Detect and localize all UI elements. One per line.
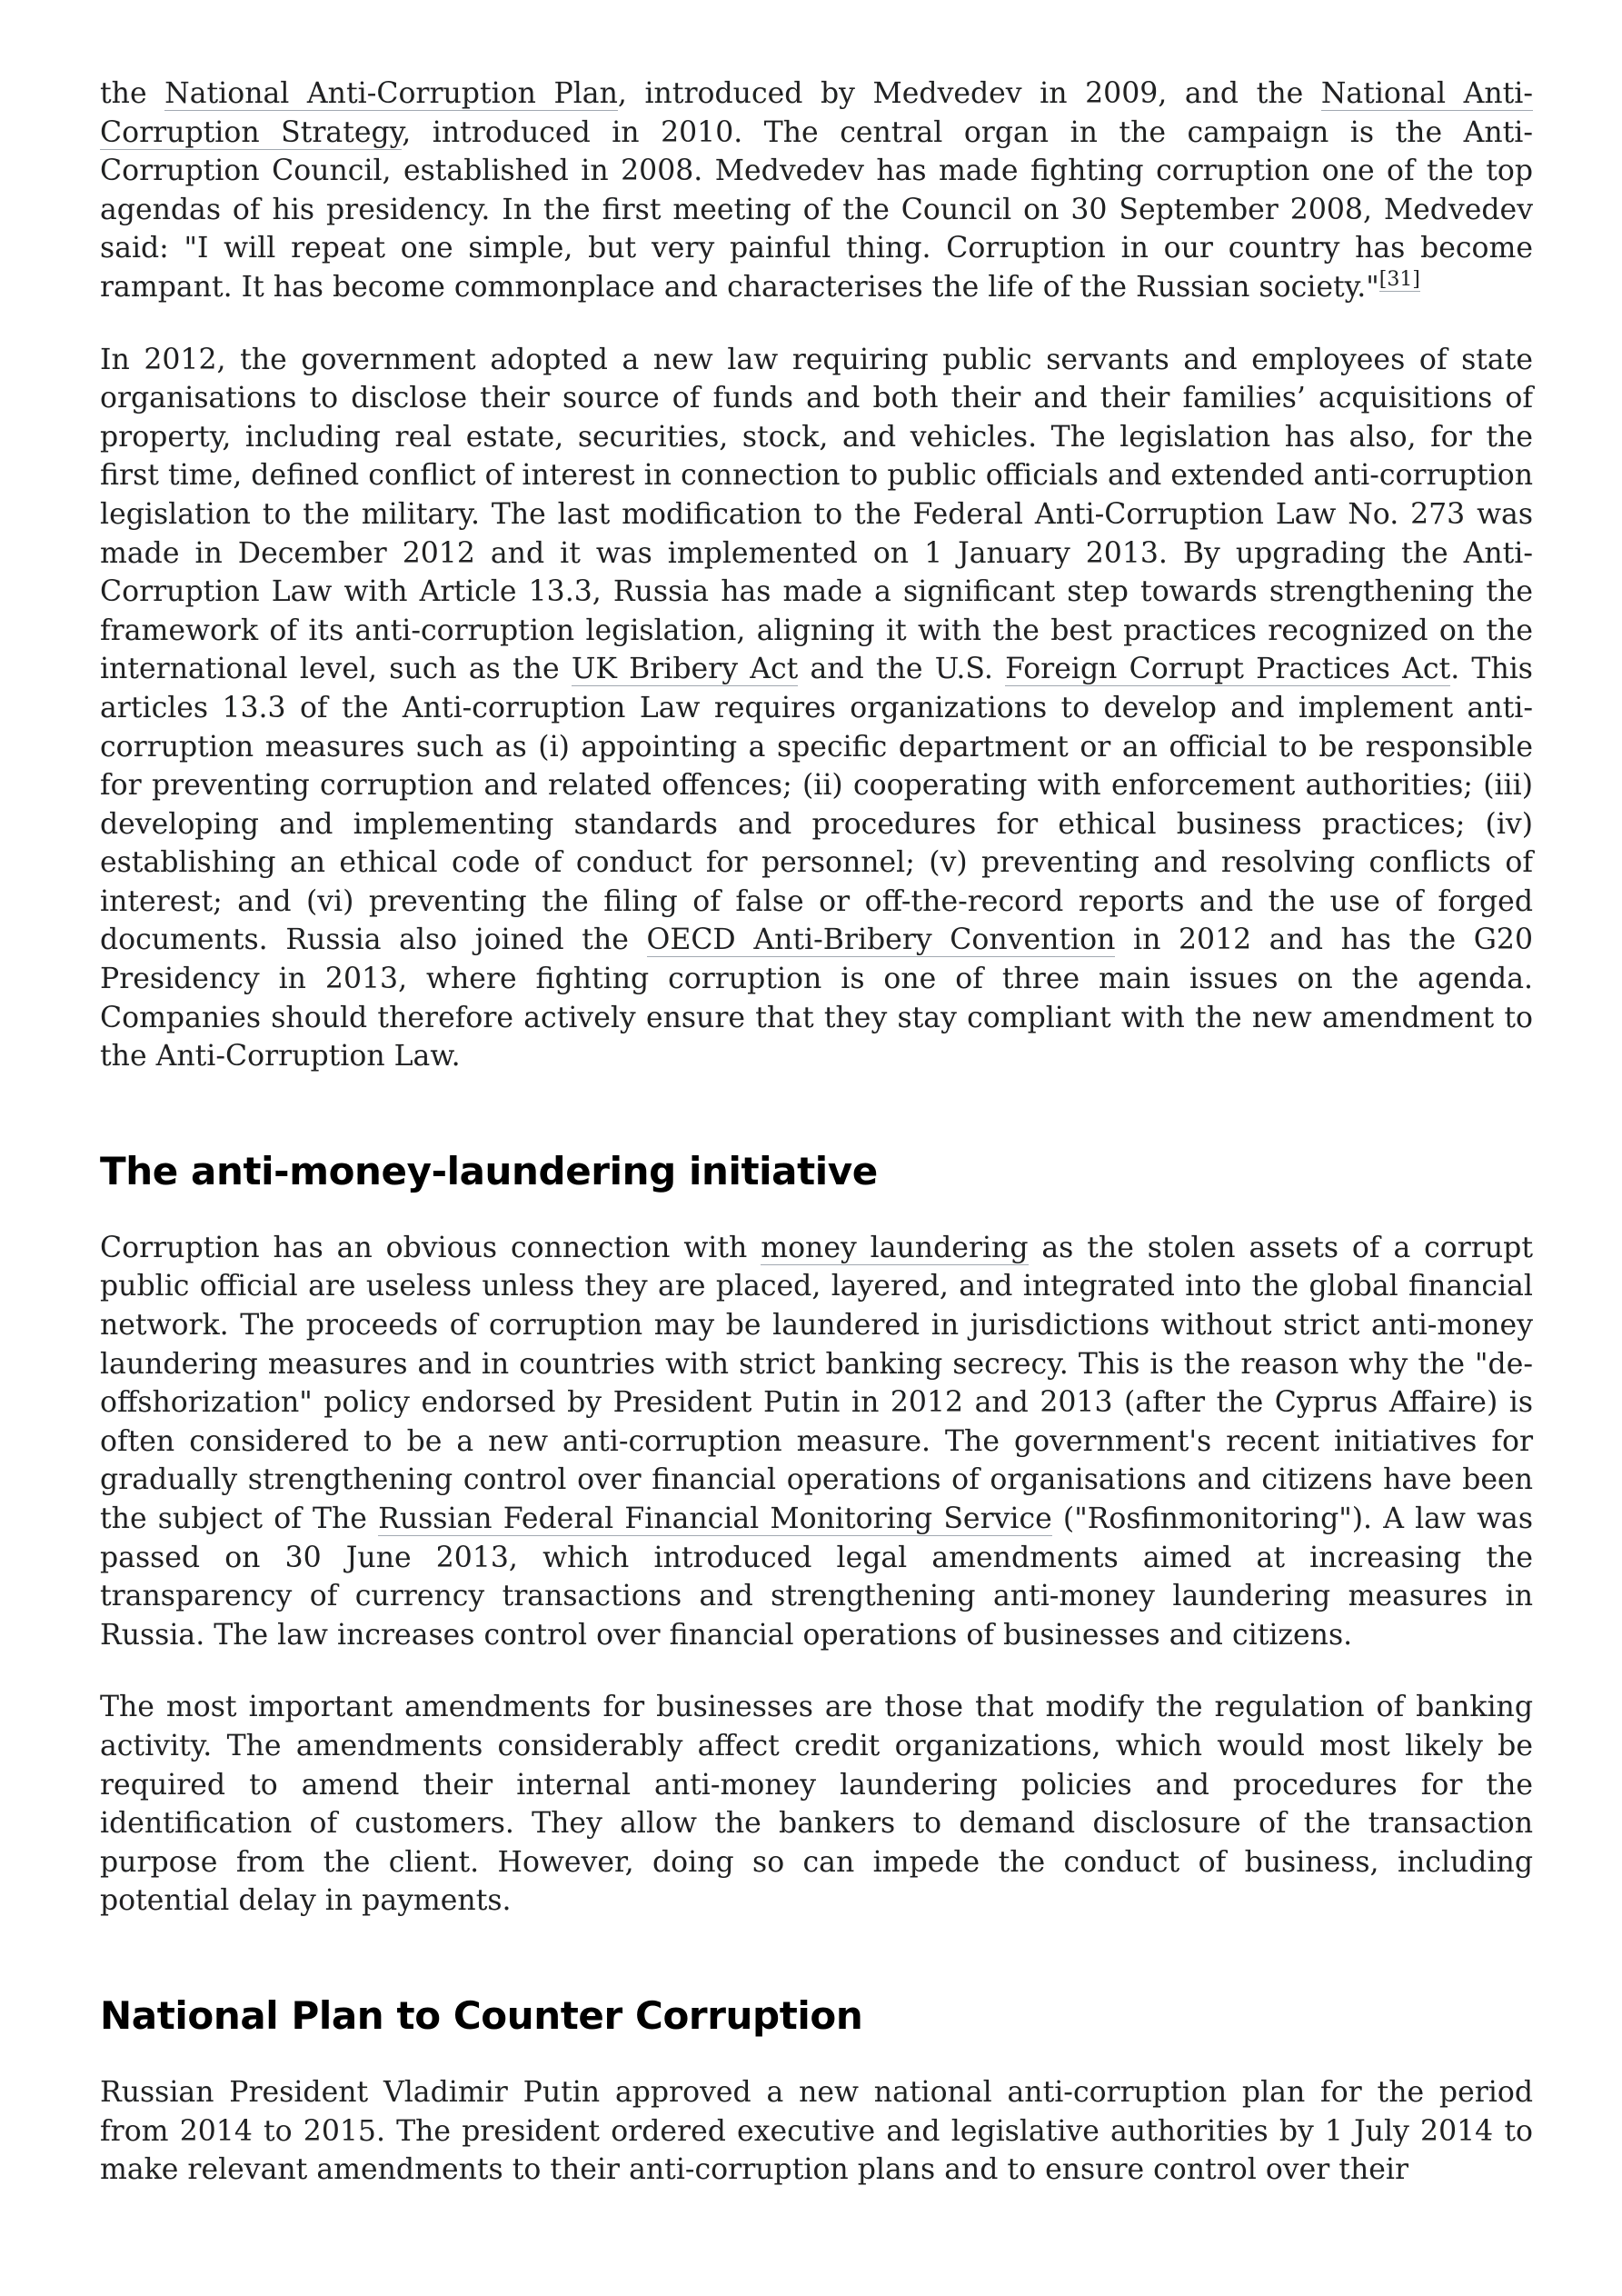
- link-national-anti-corruption-plan[interactable]: National Anti-Corruption Plan: [164, 77, 618, 110]
- paragraph-money-laundering: [100, 1229, 1533, 1655]
- text-run: the: [100, 77, 165, 110]
- link-oecd-anti-bribery-convention[interactable]: OECD Anti-Bribery Convention: [646, 923, 1116, 957]
- link-uk-bribery-act[interactable]: UK Bribery Act: [571, 653, 799, 686]
- text-run: . This articles 13.3 of the Anti-corruption Law requires organizations to develop and implement anti-corruption measures such as (i) appointing a specific department or an official to be responsible for preventing corruption and related offences; (ii) cooperating with enforcement authorities; (iii) developing and implementing standards and procedures for ethical business practices; (iv) establishing an ethical code of conduct for personnel; (v) preventing and resolving conflicts of interest; and (vi) preventing the filing of false or off-the-record reports and the use of forged documents. Russia also joined the: [100, 653, 1533, 957]
- paragraph-banking-amendments: The most important amendments for businesses are those that modify the regulation of banking activity. The amendments considerably affect credit organizations, which would most likely be required to amend their internal anti-money laundering policies and procedures for the identification of customers. They allow the bankers to demand disclosure of the transaction purpose from the client. However, doing so can impede the conduct of business, including potential delay in payments.: [100, 1691, 1533, 1918]
- paragraph-anti-corruption-plan: [100, 75, 1533, 307]
- text-run: as the stolen assets of a corrupt public official are useless unless they are placed, layered, and integrated into the global financial network. The proceeds of corruption may be laundered in jurisdictions without strict anti-money laundering measures and in countries with strict banking secrecy. This is the reason why the "de-offshorization" policy endorsed by President Putin in 2012 and 2013 (after the Cyprus Affaire) is often considered to be a new anti-corruption measure. The government's recent initiatives for gradually strengthening control over financial operations of organisations and citizens have been the subject of The: [100, 1231, 1533, 1535]
- link-money-laundering[interactable]: money laundering: [761, 1231, 1029, 1264]
- text-run: and the U.S.: [798, 653, 1006, 686]
- section-heading-national-plan: National Plan to Counter Corruption: [100, 1992, 863, 2038]
- text-run: , introduced by Medvedev in 2009, and the: [617, 77, 1321, 110]
- text-run: In 2012, the government adopted a new law requiring public servants and employees of state organisations to disclose their source of funds and both their and their families’ acquisitions of property, including real estate, securities, stock, and vehicles. The legislation has also, for the first time, defined conflict of interest in connection to public officials and extended anti-corruption legislation to the military. The last modification to the Federal Anti-Corruption Law No. 273 was made in December 2012 and it was implemented on 1 January 2013. By upgrading the Anti-Corruption Law with Article 13.3, Russia has made a significant step towards strengthening the framework of its anti-corruption legislation, aligning it with the best practices recognized on the international level, such as the: [100, 343, 1533, 686]
- reference-marker: [1379, 268, 1420, 292]
- reference-link-31[interactable]: [31]: [1378, 268, 1420, 292]
- link-rosfinmonitoring[interactable]: Russian Federal Financial Monitoring Service: [378, 1502, 1052, 1535]
- link-national-anti-corruption-strategy[interactable]: National Anti-Corruption Strategy: [100, 77, 1534, 149]
- text-run: Corruption has an obvious connection with: [100, 1231, 761, 1264]
- paragraph-national-plan: Russian President Vladimir Putin approved a new national anti-corruption plan for the period from 2014 to 2015. The president ordered executive and legislative authorities by 1 July 2014 to make relevant amendments to their anti-corruption plans and to ensure control over their: [100, 2075, 1533, 2187]
- paragraph-2012-law: [100, 341, 1533, 1076]
- link-foreign-corrupt-practices-act[interactable]: Foreign Corrupt Practices Act: [1005, 653, 1451, 686]
- text-run: , introduced in 2010. The central organ in the campaign is the Anti-Corruption Council, established in 2008. Medvedev has made fighting corruption one of the top agendas of his presidency. In the first meeting of the Council on 30 September 2008, Medvedev said: "I will repeat one simple, but very painful thing. Corruption in our country has become rampant. It has become commonplace and characterises the life of the Russian society.": [100, 115, 1534, 304]
- text-run: in 2012 and has the G20 Presidency in 2013, where fighting corruption is one of three main issues on the agenda. Companies should therefore actively ensure that they stay compliant with the new amendment to the Anti-Corruption Law.: [100, 923, 1533, 1073]
- section-heading-anti-money-laundering: The anti-money-laundering initiative: [100, 1148, 878, 1193]
- text-run: ("Rosfinmonitoring"). A law was passed on 30 June 2013, which introduced legal amendments aimed at increasing the transparency of currency transactions and strengthening anti-money laundering measures in Russia. The law increases control over financial operations of businesses and citizens.: [100, 1502, 1533, 1652]
